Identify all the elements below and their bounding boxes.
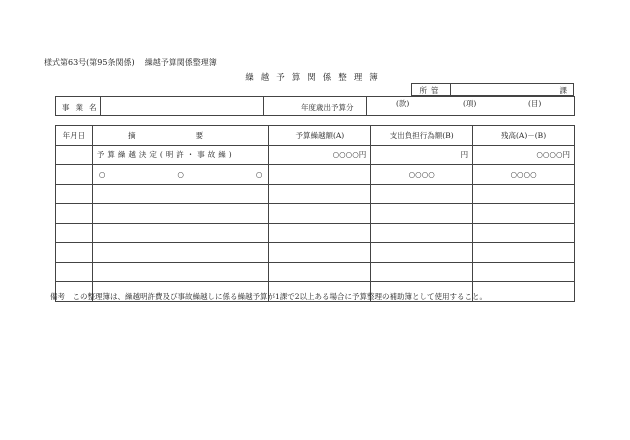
table-row [56,165,575,185]
department-divider [450,84,451,95]
form-reference [44,57,217,68]
cell-description [92,262,269,282]
table-row [56,262,575,282]
header-carryover: 予算繰越額(A) [269,126,371,146]
cell-description [92,204,269,224]
cell-balance [473,184,575,204]
cell-balance: ○○○○円 [473,145,575,165]
cell-description [92,184,269,204]
document-title: 繰越予算関係整理簿 [245,73,385,83]
cell-carryover [269,165,371,185]
info-divider-1 [100,97,101,115]
cell-description [92,223,269,243]
cell-balance [473,282,575,302]
cell-description [92,243,269,263]
cell-commitment [371,243,473,263]
header-date: 年月日 [56,126,93,146]
cell-commitment: 円 [371,145,473,165]
department-box [411,83,574,96]
cell-date [56,184,93,204]
header-commitment: 支出負担行為額(B) [371,126,473,146]
table-row [56,204,575,224]
kan-label: (款) [396,99,410,108]
info-divider-3 [366,97,367,115]
footnote: 備考 この整理簿は、繰越明許費及び事故繰越しに係る繰越予算が1課で2以上ある場合に予算整理の補助簿として使用すること。 [50,292,488,301]
cell-balance [473,223,575,243]
cell-date [56,145,93,165]
placeholder-mark: ○ [98,169,106,179]
department-unit: 課 [559,86,567,95]
cell-balance: ○○○○ [473,165,575,185]
cell-balance [473,262,575,282]
table-row [56,145,575,165]
cell-commitment [371,223,473,243]
info-row [55,96,575,116]
description-header-text: 摘要 [128,130,264,140]
table-row [56,243,575,263]
cell-carryover [269,262,371,282]
ledger-table [55,125,575,302]
header-balance: 残高(A)－(B) [473,126,575,146]
placeholder-marks [97,170,265,179]
table-row [56,223,575,243]
cell-date [56,262,93,282]
cell-commitment [371,184,473,204]
placeholder-mark: ○ [255,169,263,179]
form-name: 繰越予算関係整理簿 [144,58,217,67]
department-label: 所管 [419,86,443,95]
cell-commitment [371,262,473,282]
cell-carryover [269,204,371,224]
cell-date [56,243,93,263]
cell-balance [473,243,575,263]
placeholder-mark: ○ [177,169,184,179]
info-divider-2 [263,97,264,115]
cell-carryover [269,223,371,243]
cell-carryover [269,184,371,204]
kou-label: (項) [463,99,477,108]
cell-date [56,165,93,185]
form-number: 様式第63号(第95条関係) [44,58,135,67]
cell-balance [473,204,575,224]
cell-commitment [371,204,473,224]
decision-text: 予算繰越決定(明許・事故繰) [96,150,235,160]
header-description [92,126,269,146]
cell-date [56,204,93,224]
budget-year-label: 年度歳出予算分 [301,103,354,112]
project-name-label: 事業名 [62,103,103,112]
cell-date [56,223,93,243]
table-row [56,184,575,204]
moku-label: (目) [528,99,542,108]
cell-description [92,145,269,165]
cell-carryover [269,243,371,263]
cell-description [92,165,269,185]
cell-commitment: ○○○○ [371,165,473,185]
table-header-row [56,126,575,146]
cell-carryover: ○○○○円 [269,145,371,165]
